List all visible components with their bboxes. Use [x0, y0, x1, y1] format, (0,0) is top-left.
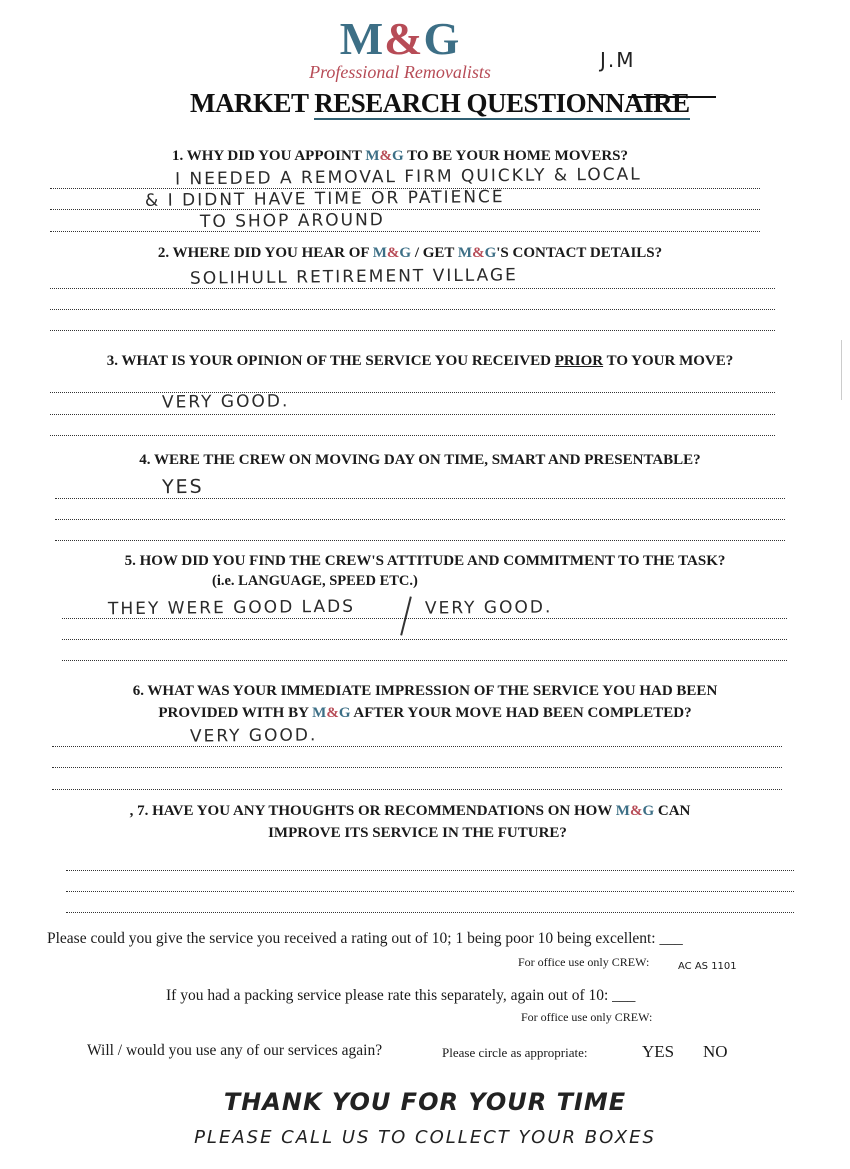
answer-line [66, 912, 794, 913]
answer-line [50, 231, 760, 232]
office-use-crew-value: AC AS 1101 [678, 961, 737, 972]
answer-line [50, 414, 775, 415]
answer-line [52, 746, 782, 747]
collect-boxes-message: PLEASE CALL US TO COLLECT YOUR BOXES [194, 1127, 656, 1148]
answer-line [55, 519, 785, 520]
office-use-crew-label: For office use only CREW: [518, 955, 650, 969]
question-1: 1. WHY DID YOU APPOINT M&G TO BE YOUR HOME MOVERS? [171, 148, 629, 164]
packing-rating-prompt: If you had a packing service please rate this separately, again out of 10: ___ [166, 987, 636, 1004]
page-title: MARKET RESEARCH QUESTIONNAIRE [190, 88, 690, 118]
yes-option: YES [642, 1042, 675, 1061]
question-4: 4. WERE THE CREW ON MOVING DAY ON TIME, SMART AND PRESENTABLE? [139, 452, 701, 468]
no-option: NO [703, 1042, 728, 1061]
answer-line [66, 891, 794, 892]
question-3: 3. WHAT IS YOUR OPINION OF THE SERVICE YOU RECEIVED PRIOR TO YOUR MOVE? [106, 353, 734, 369]
handwritten-initials: J.M [600, 48, 636, 72]
scan-edge-mark [841, 340, 842, 400]
answer-line [52, 767, 782, 768]
q6-answer: VERY GOOD. [189, 725, 318, 747]
question-7-line-1: , 7. HAVE YOU ANY THOUGHTS OR RECOMMENDATIONS ON HOW M&G CAN [129, 803, 691, 819]
question-6-line-2: PROVIDED WITH BY M&G AFTER YOUR MOVE HAD BEEN COMPLETED? [158, 705, 692, 721]
company-logo: M&G [339, 13, 461, 64]
circle-note: Please circle as appropriate: [442, 1045, 588, 1060]
q5-answer-a: THEY WERE GOOD LADS [107, 596, 356, 620]
answer-line [55, 540, 785, 541]
q4-answer: YES [161, 475, 204, 499]
handwritten-slash [400, 596, 412, 635]
question-7-line-2: IMPROVE ITS SERVICE IN THE FUTURE? [268, 825, 567, 841]
question-5-subtext: (i.e. LANGUAGE, SPEED ETC.) [212, 573, 418, 589]
answer-line [66, 870, 794, 871]
answer-line [50, 288, 775, 289]
answer-line [62, 639, 787, 640]
q5-answer-b: VERY GOOD. [424, 597, 553, 619]
rating-prompt: Please could you give the service you received a rating out of 10; 1 being poor 10 being excellent: ___ [47, 930, 683, 947]
tagline: Professional Removalists [309, 62, 491, 82]
answer-line [52, 789, 782, 790]
answer-line [50, 330, 775, 331]
q1-answer-line-2: & I DIDNT HAVE TIME OR PATIENCE [144, 187, 505, 211]
answer-line [62, 660, 787, 661]
office-use-crew-label-2: For office use only CREW: [521, 1010, 653, 1024]
use-again-question: Will / would you use any of our services again? [87, 1042, 383, 1059]
thank-you-message: THANK YOU FOR YOUR TIME [223, 1088, 627, 1116]
q2-answer: SOLIHULL RETIREMENT VILLAGE [189, 265, 518, 289]
title-pen-stroke [628, 96, 716, 98]
answer-line [50, 392, 775, 393]
question-6-line-1: 6. WHAT WAS YOUR IMMEDIATE IMPRESSION OF THE SERVICE YOU HAD BEEN [132, 683, 718, 699]
question-2: 2. WHERE DID YOU HEAR OF M&G / GET M&G'S CONTACT DETAILS? [157, 245, 663, 261]
answer-line [50, 309, 775, 310]
q1-answer-line-3: TO SHOP AROUND [199, 210, 385, 232]
q3-answer: VERY GOOD. [161, 391, 290, 413]
answer-line [50, 435, 775, 436]
q1-answer-line-1: I NEEDED A REMOVAL FIRM QUICKLY & LOCAL [174, 164, 642, 190]
question-5: 5. HOW DID YOU FIND THE CREW'S ATTITUDE AND COMMITMENT TO THE TASK? [124, 553, 726, 569]
